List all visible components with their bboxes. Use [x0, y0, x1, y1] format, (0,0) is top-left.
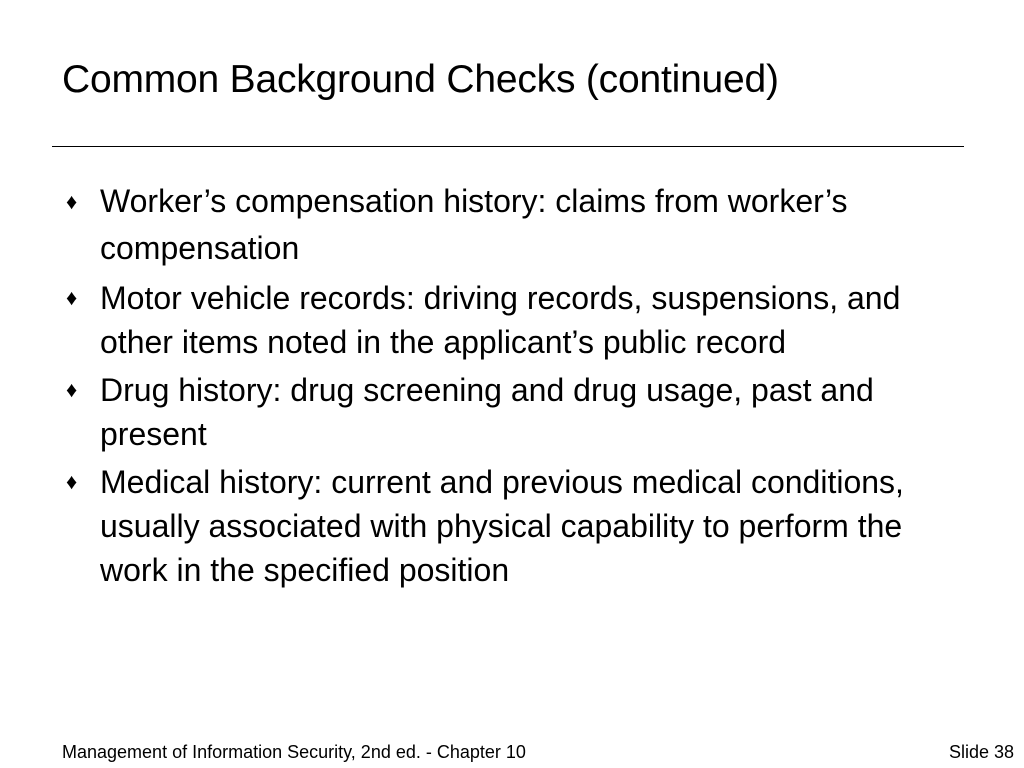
diamond-bullet-icon: ♦: [66, 285, 78, 310]
diamond-bullet-icon: ♦: [66, 377, 78, 402]
bullet-item: [62, 368, 942, 456]
diamond-bullet-icon: ♦: [66, 469, 78, 494]
slide-title: Common Background Checks (continued): [62, 58, 779, 101]
diamond-bullet-icon: ♦: [66, 189, 78, 214]
bullet-item: [62, 276, 942, 364]
footer-slide-number: Slide 38: [948, 742, 1014, 762]
bullet-text: Worker’s compensation history: claims from worker’s compensation: [100, 183, 848, 266]
title-divider: [52, 146, 964, 147]
bullet-text: Motor vehicle records: driving records, suspensions, and other items noted in the applicant’s public record: [100, 280, 901, 360]
bullet-item: [62, 178, 942, 272]
bullet-item: [62, 460, 942, 592]
bullet-list: [62, 178, 942, 592]
footer-course-title: Management of Information Security, 2nd ed. - Chapter 10: [62, 742, 526, 762]
bullet-text: Medical history: current and previous medical conditions, usually associated with physical capability to perform the work in the specified position: [100, 464, 904, 588]
bullet-text: Drug history: drug screening and drug usage, past and present: [100, 372, 874, 452]
